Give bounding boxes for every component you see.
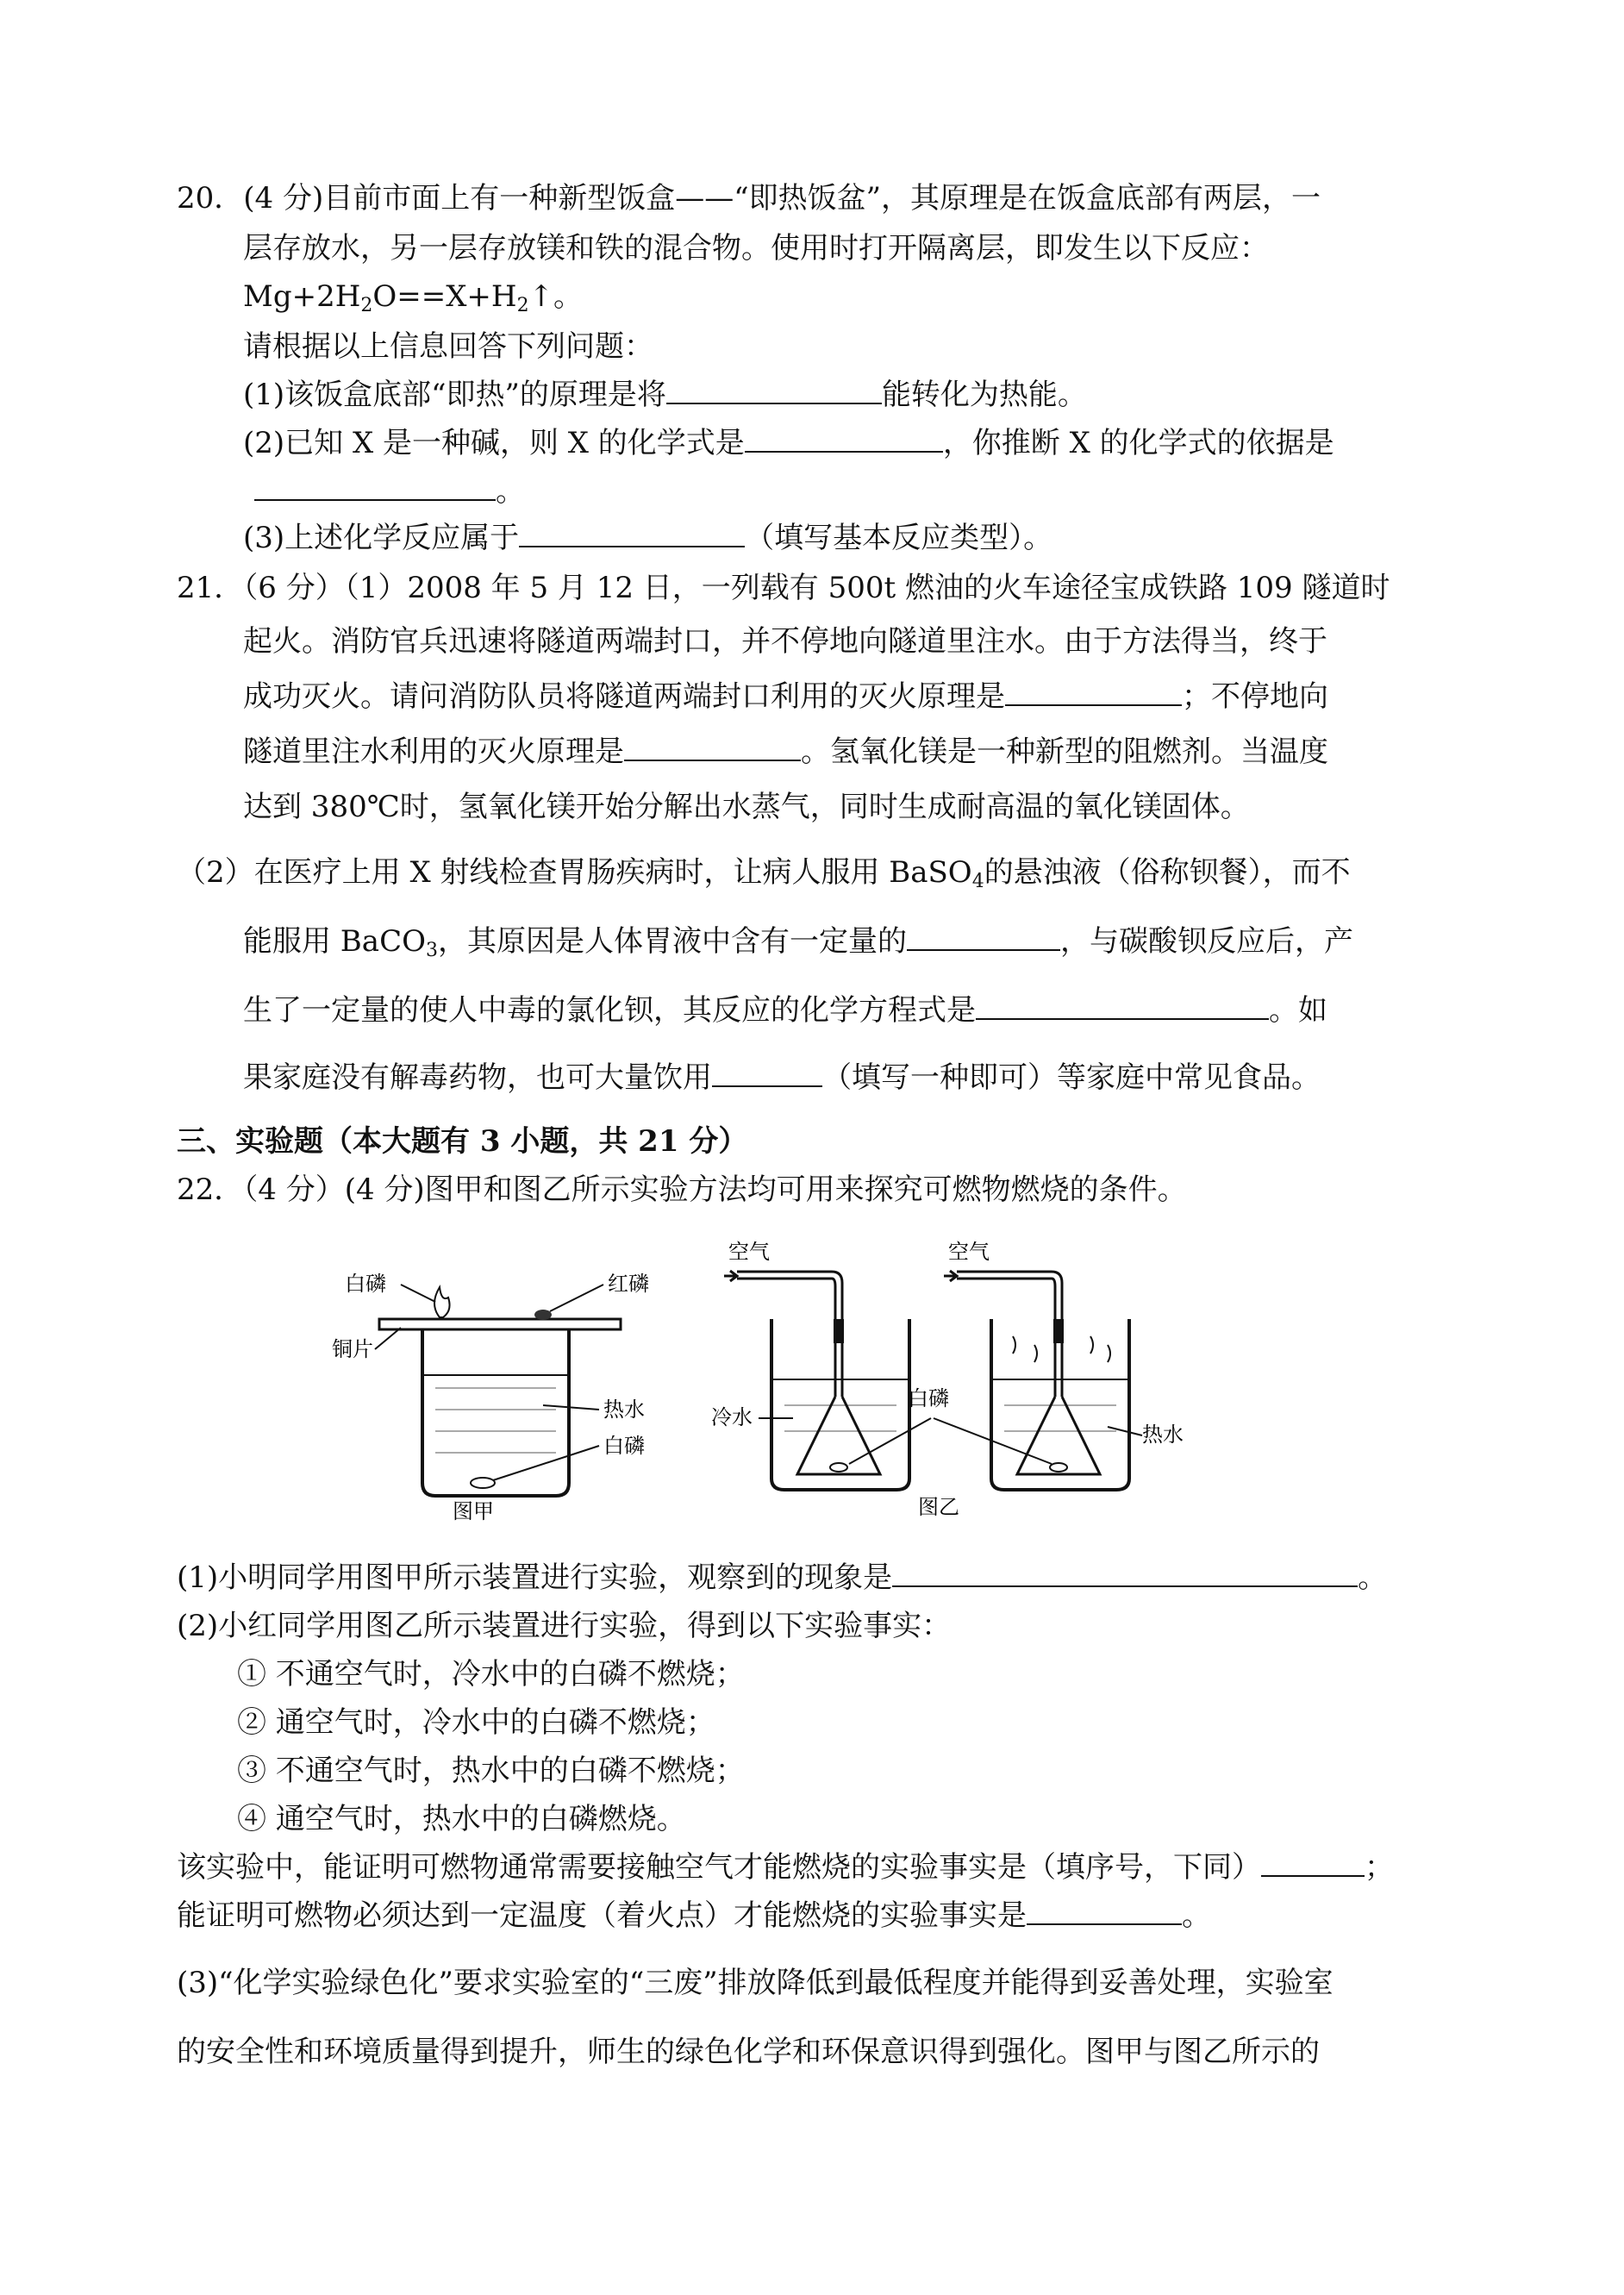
q21-text: 。氢氧化镁是一种新型的阻燃剂。当温度 (801, 735, 1328, 769)
eq-part: ↑。 (528, 279, 584, 314)
q22-part-3-line-2: 的安全性和环境质量得到提升，师生的绿色化学和环保意识得到强化。图甲与图乙所示的 (177, 2035, 1320, 2069)
q22-part-2: (2)小红同学用图乙所示装置进行实验，得到以下实验事实： (177, 1609, 952, 1643)
answer-blank[interactable] (892, 1560, 1358, 1587)
q21-line-4 (243, 733, 1328, 771)
answer-blank[interactable] (907, 923, 1060, 951)
q21-text: 生了一定量的使人中毒的氯化钡，其反应的化学方程式是 (243, 993, 976, 1028)
q22-fact-1: ① 不通空气时，冷水中的白磷不燃烧； (237, 1657, 745, 1692)
copper-plate (379, 1319, 621, 1329)
label-red-phosphorus: 红磷 (608, 1272, 649, 1296)
beaker (422, 1329, 569, 1496)
q20-instruction: 请根据以上信息回答下列问题： (243, 329, 653, 364)
q22-fact-4: ④ 通空气时，热水中的白磷燃烧。 (237, 1802, 686, 1836)
steam-mark (1034, 1345, 1037, 1362)
air-tube-left (737, 1272, 842, 1397)
q20-part-3 (243, 519, 1052, 557)
label-air-right: 空气 (948, 1240, 990, 1264)
label-white-phosphorus-top: 白磷 (345, 1272, 386, 1296)
answer-blank[interactable] (745, 425, 943, 453)
q20-part-2-text: (2)已知 X 是一种碱，则 X 的化学式是 (243, 426, 745, 460)
q21-text: 成功灭火。请问消防队员将隧道两端封口利用的灭火原理是 (243, 679, 1005, 714)
leader-line (849, 1418, 931, 1464)
q20-equation (243, 278, 583, 316)
q21-line-2: 起火。消防官兵迅速将隧道两端封口，并不停地向隧道里注水。由于方法得当，终于 (243, 624, 1327, 659)
figure-yi-drawing (711, 1233, 1194, 1517)
q21-text: （填写一种即可）等家庭中常见食品。 (822, 1060, 1321, 1095)
label-cold-water: 冷水 (711, 1405, 753, 1429)
q22-text: 。 (1182, 1898, 1211, 1933)
leader-line (401, 1285, 435, 1302)
white-phosphorus-right (1050, 1463, 1067, 1472)
answer-blank[interactable] (254, 473, 496, 501)
figure-yi (711, 1233, 1194, 1521)
steam-mark (1090, 1336, 1093, 1354)
q21-text: 的悬浊液（俗称钡餐），而不 (984, 855, 1351, 890)
q20-part-2 (243, 424, 1334, 462)
q22-part-1 (177, 1559, 1387, 1597)
q20-number: 20． (177, 181, 244, 216)
q21-number: 21． (177, 571, 244, 605)
eq-part: Mg+2H (243, 279, 361, 314)
caption-figure-jia: 图甲 (453, 1499, 494, 1522)
q21-part-2-line-1 (177, 854, 1351, 891)
q20-part-2-text: 。 (496, 474, 525, 509)
figure-jia (328, 1254, 690, 1525)
air-tube-right (957, 1272, 1062, 1397)
q21-text: 隧道里注水利用的灭火原理是 (243, 735, 624, 769)
label-hot-water: 热水 (603, 1398, 645, 1422)
q20-part-1-text: 能转化为热能。 (881, 378, 1087, 412)
q20-part-2-cont (254, 472, 525, 510)
tube-stopper (1053, 1319, 1064, 1343)
q21-text: 果家庭没有解毒药物，也可大量饮用 (243, 1060, 712, 1095)
answer-blank[interactable] (666, 377, 882, 404)
q22-text: (1)小明同学用图甲所示装置进行实验，观察到的现象是 (177, 1560, 893, 1595)
section-3-title: 三、实验题（本大题有 3 小题，共 21 分） (177, 1124, 748, 1159)
label-air-left: 空气 (728, 1240, 770, 1264)
q20-line-1 (177, 179, 1321, 217)
formula-subscript: 3 (425, 940, 438, 961)
q22-text: ； (1365, 1850, 1394, 1885)
q20-text-1: (4 分)目前市面上有一种新型饭盒——“即热饭盆”，其原理是在饭盒底部有两层，一 (243, 181, 1321, 216)
q21-part-2-line-3 (243, 991, 1327, 1029)
caption-figure-yi: 图乙 (918, 1495, 959, 1517)
white-phosphorus-lump (471, 1478, 495, 1488)
q22-conclusion-1 (177, 1848, 1394, 1886)
q22-fact-3: ③ 不通空气时，热水中的白磷不燃烧； (237, 1754, 745, 1788)
q21-text: 。如 (1269, 993, 1327, 1028)
q21-text: ；不停地向 (1182, 679, 1328, 714)
leader-line (550, 1285, 603, 1311)
formula-subscript: 4 (971, 871, 984, 892)
q22-text: 该实验中，能证明可燃物通常需要接触空气才能燃烧的实验事实是（填序号，下同） (177, 1850, 1261, 1885)
q21-part-2-line-4 (243, 1059, 1321, 1097)
flame-icon (434, 1287, 450, 1317)
label-copper-plate: 铜片 (332, 1337, 373, 1361)
q20-part-1-text: (1)该饭盒底部“即热”的原理是将 (243, 378, 666, 412)
eq-subscript: 2 (516, 295, 529, 316)
q21-line-3 (243, 678, 1328, 716)
q22-line-1 (177, 1171, 1187, 1209)
q22-text: 能证明可燃物必须达到一定温度（着火点）才能燃烧的实验事实是 (177, 1898, 1027, 1933)
leader-line (375, 1328, 401, 1349)
q20-part-2-text: ，你推断 X 的化学式的依据是 (942, 426, 1334, 460)
q22-number: 22． (177, 1173, 244, 1207)
q20-part-3-text: (3)上述化学反应属于 (243, 521, 520, 555)
q22-conclusion-2 (177, 1897, 1211, 1935)
q22-fact-2: ② 通空气时，冷水中的白磷不燃烧； (237, 1705, 715, 1740)
q21-text: ，其原因是人体胃液中含有一定量的 (437, 924, 907, 959)
figure-jia-drawing (328, 1254, 690, 1522)
q21-text-1: （6 分）（1）2008 年 5 月 12 日，一列载有 500t 燃油的火车途径宝成铁路 109 隧道时 (243, 571, 1390, 605)
answer-blank[interactable] (1027, 1898, 1182, 1925)
answer-blank[interactable] (624, 734, 801, 761)
tube-stopper (834, 1319, 844, 1343)
label-hot-water: 热水 (1142, 1423, 1184, 1447)
q22-part-3-line-1: (3)“化学实验绿色化”要求实验室的“三废”排放降低到最低程度并能得到妥善处理，实验室 (177, 1966, 1334, 2000)
label-white-phosphorus: 白磷 (908, 1386, 949, 1410)
leader-line (493, 1446, 599, 1480)
q22-text: 。 (1358, 1560, 1388, 1595)
eq-part: O==X+H (372, 279, 517, 314)
eq-subscript: 2 (360, 295, 373, 316)
answer-blank[interactable] (712, 1060, 822, 1087)
steam-mark (1013, 1336, 1015, 1354)
q20-part-1 (243, 376, 1087, 414)
q21-line-5: 达到 380℃时，氢氧化镁开始分解出水蒸气，同时生成耐高温的氧化镁固体。 (243, 790, 1250, 824)
q21-line-1 (177, 569, 1390, 607)
q21-text: ，与碳酸钡反应后，产 (1059, 924, 1353, 959)
answer-blank[interactable] (976, 992, 1269, 1020)
q21-text: （2）在医疗上用 X 射线检查胃肠疾病时，让病人服用 BaSO (177, 855, 972, 890)
q22-text: （4 分）(4 分)图甲和图乙所示实验方法均可用来探究可燃物燃烧的条件。 (243, 1173, 1187, 1207)
steam-mark (1108, 1345, 1110, 1362)
answer-blank[interactable] (519, 520, 745, 547)
q20-line-2: 层存放水，另一层存放镁和铁的混合物。使用时打开隔离层，即发生以下反应： (243, 231, 1269, 266)
leader-line (543, 1405, 599, 1410)
answer-blank[interactable] (1261, 1849, 1365, 1877)
red-phosphorus-lump (534, 1310, 552, 1320)
label-white-phosphorus-bottom: 白磷 (603, 1434, 645, 1458)
q20-part-3-text: （填写基本反应类型）。 (745, 521, 1053, 555)
white-phosphorus-left (830, 1463, 847, 1472)
q21-part-2-line-2 (243, 922, 1353, 960)
q21-text: 能服用 BaCO (243, 924, 426, 959)
answer-blank[interactable] (1005, 678, 1182, 706)
